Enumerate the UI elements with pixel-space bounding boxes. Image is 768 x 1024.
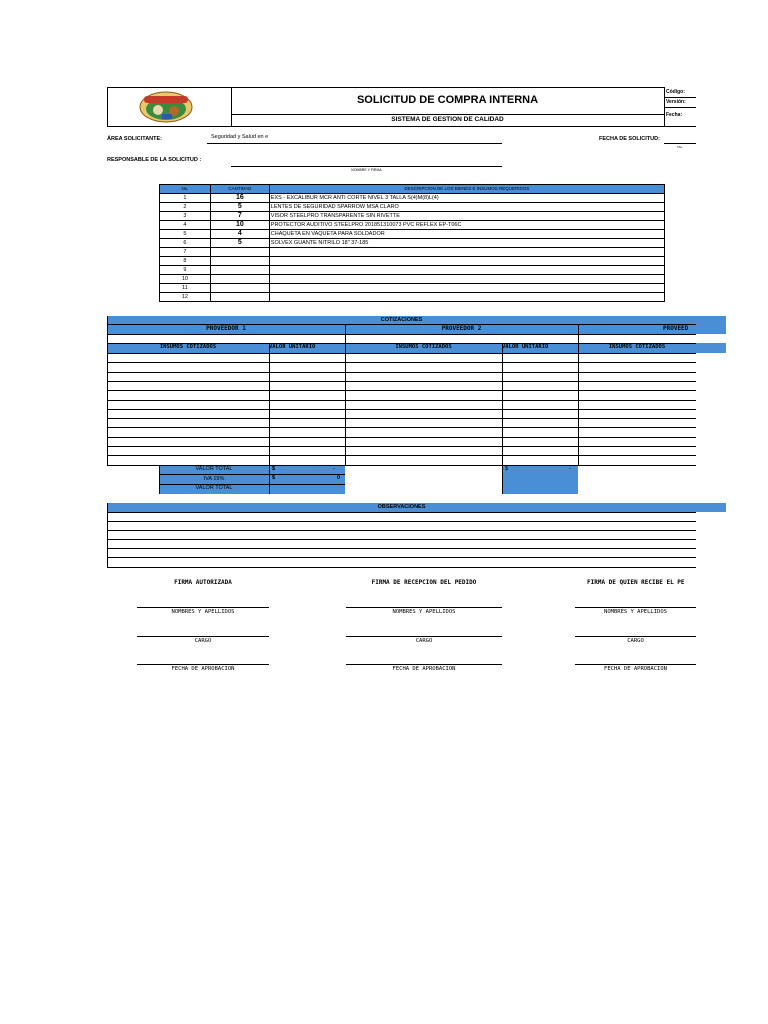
- version-label: Versión:: [666, 99, 686, 105]
- insumos-cotizados-1: INSUMOS COTIZADOS: [159, 344, 217, 350]
- request-row: [160, 293, 665, 302]
- row-quantity: [210, 248, 269, 257]
- obs-line: [107, 548, 696, 549]
- row-description: [269, 293, 664, 302]
- cot-line: [107, 381, 696, 382]
- row-quantity: 10: [210, 221, 269, 230]
- firma-autorizada-label: FIRMA AUTORIZADA: [174, 579, 232, 586]
- cot-vline: [269, 343, 270, 494]
- responsable-label: RESPONSABLE DE LA SOLICITUD :: [107, 157, 202, 163]
- firma-recibe-label: FIRMA DE QUIEN RECIBE EL PE: [587, 579, 685, 586]
- row-quantity: [210, 275, 269, 284]
- totals-divider-1: [159, 474, 345, 475]
- row-number: 4: [160, 221, 211, 230]
- row-number: 12: [160, 293, 211, 302]
- cot-line: [107, 446, 696, 447]
- row-description: [269, 284, 664, 293]
- meta-divider-3: [664, 126, 696, 127]
- row-number: 2: [160, 203, 211, 212]
- iva-currency-1: $: [272, 475, 276, 481]
- row-description: PROTECTOR AUDITIVO STEELPRO 201851310073 PVC REFLEX EP-T06C: [269, 221, 664, 230]
- obs-line: [107, 530, 696, 531]
- row-quantity: [210, 257, 269, 266]
- cot-line: [107, 372, 696, 373]
- row-number: 7: [160, 248, 211, 257]
- insumos-cotizados-2: INSUMOS COTIZADOS: [395, 344, 452, 350]
- nombre-firma-caption: NOMBRE Y FIRMA: [351, 168, 382, 172]
- area-underline: [207, 143, 502, 144]
- proveedor-3-label: PROVEED: [663, 325, 689, 332]
- row-quantity: 4: [210, 230, 269, 239]
- request-row: [160, 284, 665, 293]
- row-description: CHAQUETA EN VAQUETA PARA SOLDADOR: [269, 230, 664, 239]
- signature-line: [137, 607, 269, 608]
- cot-line: [107, 418, 696, 419]
- signature-line: [346, 607, 502, 608]
- cot-vline: [502, 343, 503, 494]
- fecha-small: TAL: [677, 145, 683, 149]
- fecha-solicitud-label: FECHA DE SOLICITUD:: [599, 136, 660, 142]
- row-description: [269, 275, 664, 284]
- row-description: VISOR STEELPRO TRANSPARENTE SIN RIVETTE: [269, 212, 664, 221]
- company-logo: [134, 90, 198, 124]
- insumos-cotizados-3: INSUMOS COTIZADOS: [608, 344, 666, 350]
- header-no: No.: [160, 185, 211, 194]
- codigo-label: Código:: [666, 89, 685, 95]
- cot-line: [107, 390, 696, 391]
- request-table-header: [160, 185, 665, 194]
- request-table: [159, 184, 665, 302]
- nombres-apellidos-label: NOMBRES Y APELLIDOS: [392, 609, 456, 615]
- obs-line: [107, 512, 696, 513]
- cot-line: [107, 334, 696, 335]
- signature-line: [575, 664, 696, 665]
- row-quantity: 5: [210, 203, 269, 212]
- row-number: 1: [160, 194, 211, 203]
- row-description: EXS - EXCALIBUR MCR ANTI CORTE NIVEL 3 TALLA S(4)M(8)L(4): [269, 194, 664, 203]
- area-label: ÁREA SOLICITANTE:: [107, 136, 162, 142]
- request-row: [160, 257, 665, 266]
- cot-vline: [578, 324, 579, 465]
- signature-line: [575, 607, 696, 608]
- cot-line: [107, 427, 696, 428]
- request-row: [160, 230, 665, 239]
- valor-unitario-1: VALOR UNITARIO: [269, 344, 316, 350]
- obs-line: [107, 521, 696, 522]
- row-number: 11: [160, 284, 211, 293]
- row-description: [269, 266, 664, 275]
- header-cantidad: CANTIDAD: [210, 185, 269, 194]
- nombres-apellidos-label: NOMBRES Y APELLIDOS: [604, 609, 667, 615]
- signature-line: [346, 664, 502, 665]
- iva-label: IVA 19%: [203, 476, 225, 482]
- request-row: [160, 239, 665, 248]
- row-quantity: 16: [210, 194, 269, 203]
- cotizaciones-header-overflow: [696, 316, 726, 334]
- fecha-aprobacion-label: FECHA DE APROBACION: [392, 666, 456, 672]
- row-quantity: 5: [210, 239, 269, 248]
- totals-value-bg-2: [502, 465, 578, 494]
- totals-divider-2: [159, 484, 345, 485]
- valor-unitario-2: VALOR UNITARIO: [502, 344, 549, 350]
- cot-line: [107, 400, 696, 401]
- obs-vline: [107, 503, 108, 567]
- request-row: [160, 275, 665, 284]
- cot-vline: [345, 324, 346, 465]
- total-currency-1: $: [272, 466, 276, 472]
- row-number: 5: [160, 230, 211, 239]
- iva-value-1: 0: [337, 475, 341, 481]
- row-description: [269, 248, 664, 257]
- cot-line: [107, 362, 696, 363]
- row-description: [269, 257, 664, 266]
- request-row: [160, 266, 665, 275]
- fecha-aprobacion-label: FECHA DE APROBACION: [171, 666, 235, 672]
- obs-line: [107, 557, 696, 558]
- cargo-label: CARGO: [194, 638, 212, 644]
- request-row: [160, 248, 665, 257]
- responsable-underline: [231, 166, 502, 167]
- meta-divider-2: [664, 107, 696, 108]
- row-description: SOLVEX GUANTE NITRILO 18" 37-185: [269, 239, 664, 248]
- row-number: 6: [160, 239, 211, 248]
- row-quantity: [210, 266, 269, 275]
- cargo-label: CARGO: [627, 638, 644, 644]
- row-quantity: [210, 284, 269, 293]
- row-number: 8: [160, 257, 211, 266]
- row-number: 10: [160, 275, 211, 284]
- valor-total-label: VALOR TOTAL: [195, 466, 233, 472]
- obs-line: [107, 567, 696, 568]
- cotizaciones-title: COTIZACIONES: [380, 317, 423, 323]
- firma-recepcion-label: FIRMA DE RECEPCION DEL PEDIDO: [371, 579, 477, 586]
- header-subtitle-divider: [231, 114, 664, 115]
- cargo-label: CARGO: [415, 638, 433, 644]
- fecha-solicitud-underline: [664, 143, 696, 144]
- proveedor-1-label: PROVEEDOR 1: [206, 325, 246, 332]
- cot-line: [107, 455, 696, 456]
- nombres-apellidos-label: NOMBRES Y APELLIDOS: [171, 609, 235, 615]
- total-value-2: -: [569, 466, 571, 472]
- page-title: SOLICITUD DE COMPRA INTERNA: [356, 94, 539, 106]
- cot-line: [107, 343, 696, 344]
- fecha-aprobacion-label: FECHA DE APROBACION: [604, 666, 667, 672]
- cot-line: [107, 409, 696, 410]
- page-subtitle: SISTEMA DE GESTION DE CALIDAD: [391, 116, 504, 123]
- row-quantity: [210, 293, 269, 302]
- cot-line: [107, 437, 696, 438]
- cot-vline: [107, 316, 108, 465]
- meta-divider-1: [664, 97, 696, 98]
- signature-line: [575, 636, 696, 637]
- row-description: LENTES DE SEGURIDAD SPARROW MSA CLARO: [269, 203, 664, 212]
- cot-line: [107, 465, 696, 466]
- signature-line: [137, 636, 269, 637]
- row-number: 3: [160, 212, 211, 221]
- request-row: [160, 212, 665, 221]
- request-row: [160, 221, 665, 230]
- obs-line: [107, 539, 696, 540]
- observaciones-header-overflow: [696, 503, 726, 512]
- request-row: [160, 194, 665, 203]
- valor-total-label-2: VALOR TOTAL: [195, 485, 233, 491]
- signature-line: [137, 664, 269, 665]
- fecha-label: Fecha:: [666, 112, 683, 118]
- observaciones-title: OBSERVACIONES: [377, 504, 426, 510]
- area-value: Seguridad y Salud en e: [211, 134, 269, 140]
- request-row: [160, 203, 665, 212]
- row-number: 9: [160, 266, 211, 275]
- insumos-header-overflow: [696, 343, 726, 353]
- cot-vline: [159, 465, 160, 494]
- signature-line: [346, 636, 502, 637]
- header-descripcion: DESCRIPCION DE LOS BIENES E INSUMOS REQUERIDOS: [269, 185, 664, 194]
- total-value-1: -: [333, 466, 335, 472]
- cot-line: [107, 353, 696, 354]
- proveedor-2-label: PROVEEDOR 2: [441, 325, 482, 332]
- row-quantity: 7: [210, 212, 269, 221]
- total-currency-2: $: [505, 466, 509, 472]
